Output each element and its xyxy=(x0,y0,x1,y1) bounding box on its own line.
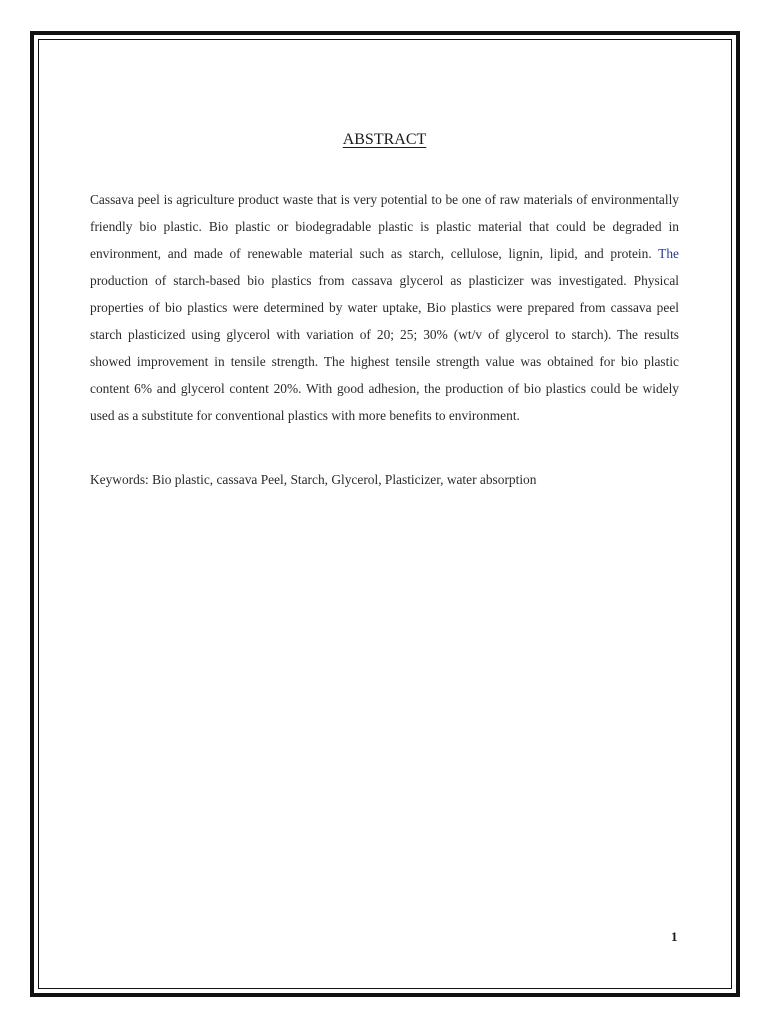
abstract-text-part1: Cassava peel is agriculture product waste that is very potential to be one of raw materials of environmentally friendly bio plastic. Bio plastic or biodegradable plastic is plastic material that could be degraded in environment, and made of renewable material such as starch, cellulose, lignin, lipid, and protein. xyxy=(90,192,679,261)
abstract-paragraph xyxy=(90,186,679,429)
keywords-line: Keywords: Bio plastic, cassava Peel, Starch, Glycerol, Plasticizer, water absorption xyxy=(90,472,537,487)
page-number: 1 xyxy=(671,929,678,944)
abstract-text-highlight: The xyxy=(658,246,679,261)
abstract-text-part3: production of starch-based bio plastics from cassava glycerol as plasticizer was investigated. Physical properties of bio plastics were determined by water uptake, Bio plastics were prepared from cassava peel starch plasticized using glycerol with variation of 20; 25; 30% (wt/v of glycerol to starch). The results showed improvement in tensile strength. The highest tensile strength value was obtained for bio plastic content 6% and glycerol content 20%. With good adhesion, the production of bio plastics could be widely used as a substitute for conventional plastics with more benefits to environment. xyxy=(90,273,679,423)
abstract-title: ABSTRACT xyxy=(342,131,427,148)
page-border-inner xyxy=(38,39,732,989)
